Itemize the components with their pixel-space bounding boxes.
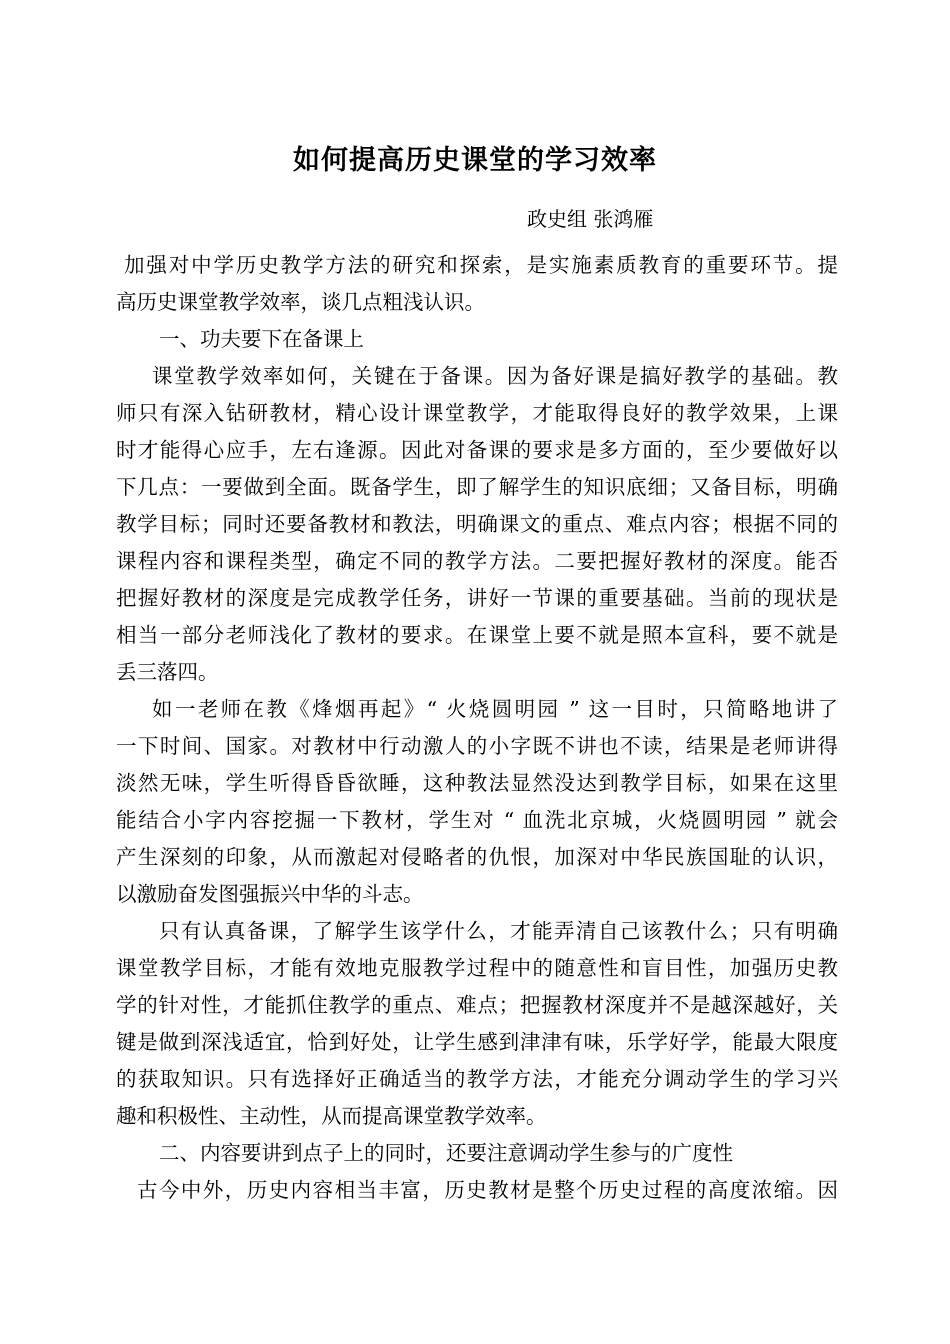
section-heading: 一、功夫要下在备课上 bbox=[159, 327, 364, 351]
paragraph-line: 键是做到深浅适宜，恰到好处，让学生感到津津有味，乐学好学，能最大限度 bbox=[116, 1030, 838, 1054]
paragraph-line: 古今中外，历史内容相当丰富，历史教材是整个历史过程的高度浓缩。因 bbox=[137, 1178, 838, 1202]
author-line: 政史组 张鸿雁 bbox=[527, 207, 654, 231]
paragraph-line: 丢三落四。 bbox=[116, 660, 219, 684]
paragraph-line: 高历史课堂教学效率，谈几点粗浅认识。 bbox=[116, 290, 485, 314]
paragraph-line: 课程内容和课程类型，确定不同的教学方法。二要把握好教材的深度。能否 bbox=[116, 549, 838, 573]
paragraph-line: 课堂教学目标，才能有效地克服教学过程中的随意性和盲目性，加强历史教 bbox=[116, 956, 838, 980]
section-heading: 二、内容要讲到点子上的同时，还要注意调动学生参与的广度性 bbox=[159, 1141, 733, 1165]
paragraph-line: 下几点：一要做到全面。既备学生，即了解学生的知识底细；又备目标，明确 bbox=[116, 475, 838, 499]
paragraph-line: 趣和积极性、主动性，从而提高课堂教学效率。 bbox=[116, 1104, 547, 1128]
document-title: 如何提高历史课堂的学习效率 bbox=[293, 145, 657, 176]
paragraph-line: 加强对中学历史教学方法的研究和探索，是实施素质教育的重要环节。提 bbox=[124, 253, 838, 277]
paragraph-line: 把握好教材的深度是完成教学任务，讲好一节课的重要基础。当前的现状是 bbox=[116, 586, 838, 610]
paragraph-line: 师只有深入钻研教材，精心设计课堂教学，才能取得良好的教学效果，上课 bbox=[116, 401, 838, 425]
paragraph-line: 产生深刻的印象，从而激起对侵略者的仇恨，加深对中华民族国耻的认识， bbox=[116, 845, 838, 869]
paragraph-line: 的获取知识。只有选择好正确适当的教学方法，才能充分调动学生的学习兴 bbox=[116, 1067, 838, 1091]
paragraph-line: 如一老师在教《烽烟再起》“ 火烧圆明园 ” 这一目时，只简略地讲了 bbox=[152, 697, 838, 721]
paragraph-line: 时才能得心应手，左右逢源。因此对备课的要求是多方面的，至少要做好以 bbox=[116, 438, 838, 462]
paragraph-line: 能结合小字内容挖掘一下教材，学生对 “ 血洗北京城，火烧圆明园 ” 就会 bbox=[116, 808, 838, 832]
paragraph-line: 学的针对性，才能抓住教学的重点、难点；把握教材深度并不是越深越好，关 bbox=[116, 993, 838, 1017]
paragraph-line: 相当一部分老师浅化了教材的要求。在课堂上要不就是照本宣科，要不就是 bbox=[116, 623, 838, 647]
paragraph-line: 只有认真备课，了解学生该学什么，才能弄清自己该教什么；只有明确 bbox=[159, 919, 838, 943]
paragraph-line: 以激励奋发图强振兴中华的斗志。 bbox=[116, 882, 424, 906]
paragraph-line: 教学目标；同时还要备教材和教法，明确课文的重点、难点内容；根据不同的 bbox=[116, 512, 838, 536]
paragraph-line: 淡然无味，学生听得昏昏欲睡，这种教法显然没达到教学目标，如果在这里 bbox=[116, 771, 838, 795]
paragraph-line: 课堂教学效率如何，关键在于备课。因为备好课是搞好教学的基础。教 bbox=[152, 364, 838, 388]
paragraph-line: 一下时间、国家。对教材中行动激人的小字既不讲也不读，结果是老师讲得 bbox=[116, 734, 838, 758]
